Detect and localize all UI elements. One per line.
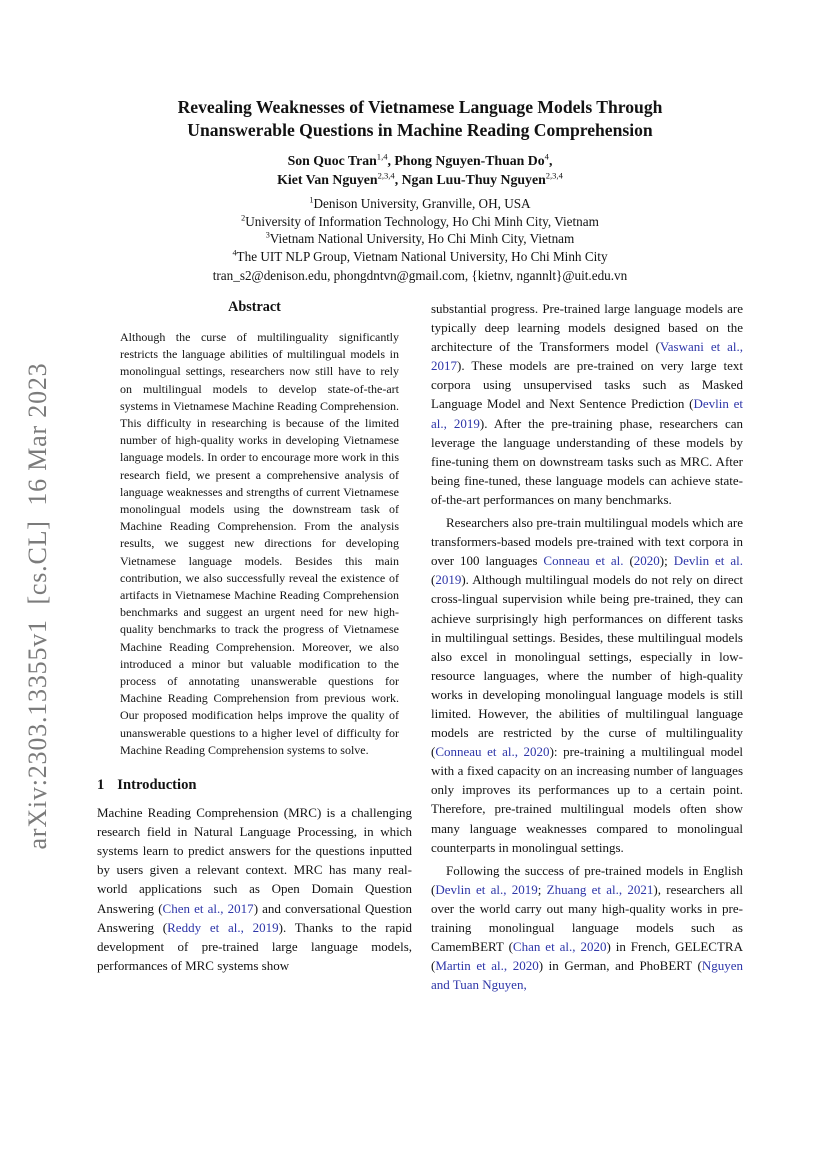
text-segment: Machine Reading Comprehension (MRC) is a challenging research field in Natural Language Processing, in which systems learn to predict answers for the questions inputted by users given a relevant context. MRC has many real-world applications such as Open Domain Question Answering ( [97, 805, 412, 916]
text-segment: The UIT NLP Group, Vietnam National University, Ho Chi Minh City [236, 248, 608, 264]
text-segment: substantial progress. Pre-trained large language models are typically deep learning models designed based on the architecture of the Transformers model ( [431, 301, 743, 355]
text-segment: ). Thanks to the rapid development of pre-trained large language models, performances of MRC systems show [97, 919, 412, 973]
citation-link[interactable]: Devlin et al. [673, 553, 743, 569]
affiliation-line-4 [97, 248, 743, 266]
email-line: tran_s2@denison.edu, phongdntvn@gmail.com, {kietnv, ngannlt}@uit.edu.vn [212, 268, 628, 283]
text-segment: , Phong Nguyen-Thuan Do [387, 153, 545, 168]
citation-link[interactable]: Martin et al., 2020 [435, 958, 539, 974]
section-title: Introduction [117, 777, 197, 794]
text-segment: , Ngan Luu-Thuy Nguyen [394, 172, 546, 187]
text-segment: Following the success of pre-trained models in English ( [431, 862, 743, 897]
right-column [431, 299, 743, 994]
abstract-text: Although the curse of multilinguality significantly restricts the language abilities of multilingual models in monolingual settings, researchers now still have to rely on multilingual models to develop state-of-the-art systems in Vietnamese Machine Reading Comprehension. This difficulty in researching is because of the limited number of high-quality works in developing Vietnamese language models. In order to encourage more work in this research field, we present a comprehensive analysis of language weaknesses and strengths of current Vietnamese monolingual models using the downstream task of Machine Reading Comprehension. From the analysis results, we suggest new directions for developing Vietnamese language models. Besides this main contribution, we also successfully reveal the existence of artifacts in Vietnamese Machine Reading Comprehension benchmarks and suggest an urgent need for new high-quality benchmarks to track the progress of Vietnamese Machine Reading Comprehension. Moreover, we also introduced a minor but valuable modification to the process of annotating unanswerable questions for Machine Reading Comprehension from previous work. Our proposed modification helps improve the quality of unanswerable questions to a higher level of difficulty for Machine Reading Comprehension systems to solve. [120, 330, 400, 757]
author-block [97, 151, 743, 189]
affiliation-block [97, 195, 743, 265]
citation-link[interactable]: Vaswani et al., 2017 [431, 339, 744, 374]
arxiv-watermark: arXiv:2303.13355v1 [cs.CL] 16 Mar 2023 [23, 362, 52, 850]
paper-content [97, 0, 743, 994]
left-column [97, 299, 412, 994]
author-line-1 [97, 151, 743, 170]
text-segment: ). Although multilingual models do not rely on direct cross-lingual supervision while being pre-trained, they can achieve surprisingly high performances on different tasks in multilingual settings. Besides, these multilingual models also excel in monolingual settings, especially in low-resource languages, where the number of high-quality works in developing monolingual language models is still limited. However, the abilities of multilingual language models are restricted by the curse of multilinguality ( [431, 572, 743, 760]
citation-link[interactable]: Zhuang et al., 2021 [546, 881, 654, 897]
superscript-marker: 2,3,4 [377, 170, 395, 181]
citation-link[interactable]: Reddy et al., 2019 [167, 919, 279, 935]
text-segment: Researchers also pre-train multilingual models which are transformers-based models pre-trained with text corpora in over 100 languages [431, 515, 743, 569]
superscript-marker: 1,4 [376, 151, 388, 162]
citation-link[interactable]: Conneau et al. [543, 553, 624, 569]
superscript-marker: 3 [265, 230, 270, 240]
text-segment: , [548, 153, 553, 168]
text-segment: University of Information Technology, Ho Chi Minh City, Vietnam [245, 213, 599, 229]
text-segment: Kiet Van Nguyen [277, 172, 378, 187]
affiliation-line-3 [97, 230, 743, 248]
title-line-2: Unanswerable Questions in Machine Reading Comprehension [187, 120, 653, 140]
citation-link[interactable]: Devlin et al., 2019 [431, 396, 744, 431]
text-segment: ). These models are pre-trained on very large text corpora using unsupervised tasks such as Masked Language Model and Next Sentence Prediction ( [431, 358, 743, 412]
section-number: 1 [97, 777, 105, 794]
two-column-body [97, 299, 743, 994]
text-segment: ) and conversational Question Answering ( [97, 900, 412, 935]
text-segment: Son Quoc Tran [287, 153, 377, 168]
superscript-marker: 1 [309, 195, 314, 205]
citation-link[interactable]: Conneau et al., 2020 [435, 744, 550, 760]
citation-link[interactable]: 2020 [633, 553, 660, 569]
text-segment: ): pre-training a multilingual model with a fixed capacity on an increasing number of languages only improves its performances up to a certain point. Therefore, pre-trained multilingual models often show many language weaknesses compared to monolingual counterparts in monolingual settings. [431, 744, 743, 855]
section-heading-introduction [97, 777, 412, 794]
citation-link[interactable]: Chen et al., 2017 [162, 900, 254, 916]
text-segment: ) in French, GELECTRA ( [431, 939, 743, 974]
superscript-marker: 2,3,4 [545, 170, 563, 181]
citation-link[interactable]: Chan et al., 2020 [512, 939, 607, 955]
text-segment: ); [659, 553, 674, 569]
text-segment: ; [537, 881, 547, 897]
superscript-marker: 4 [232, 248, 237, 258]
text-segment: ). After the pre-training phase, researchers can leverage the language understanding of these models by fine-tuning them on downstream tasks such as MRC. After being fine-tuned, these language models can achieve state-of-the-art performances on many benchmarks. [431, 415, 743, 507]
affiliation-line-2 [97, 213, 743, 231]
intro-paragraph-2 [431, 299, 743, 509]
citation-link[interactable]: Devlin et al., 2019 [435, 881, 538, 897]
citation-link[interactable]: Nguyen and Tuan Nguyen, [431, 958, 743, 993]
intro-paragraph-1 [97, 803, 412, 975]
superscript-marker: 2 [241, 213, 246, 223]
intro-paragraph-3 [431, 513, 743, 857]
affiliation-line-1 [97, 195, 743, 213]
text-segment: ( [623, 553, 634, 569]
superscript-marker: 4 [544, 151, 549, 162]
title-line-1: Revealing Weaknesses of Vietnamese Language Models Through [177, 97, 663, 117]
abstract-heading: Abstract [228, 299, 281, 315]
text-segment: Denison University, Granville, OH, USA [313, 196, 531, 211]
author-line-2 [97, 170, 743, 189]
text-segment: ), researchers all over the world carry out many high-quality works in pre-training monolingual language models such as CamemBERT ( [431, 881, 743, 955]
citation-link[interactable]: 2019 [435, 572, 462, 588]
text-segment: ) in German, and PhoBERT ( [538, 958, 702, 974]
paper-title [97, 96, 743, 142]
text-segment: ( [431, 572, 436, 588]
text-segment: Vietnam National University, Ho Chi Minh City, Vietnam [269, 231, 575, 246]
intro-paragraph-4 [431, 861, 743, 995]
